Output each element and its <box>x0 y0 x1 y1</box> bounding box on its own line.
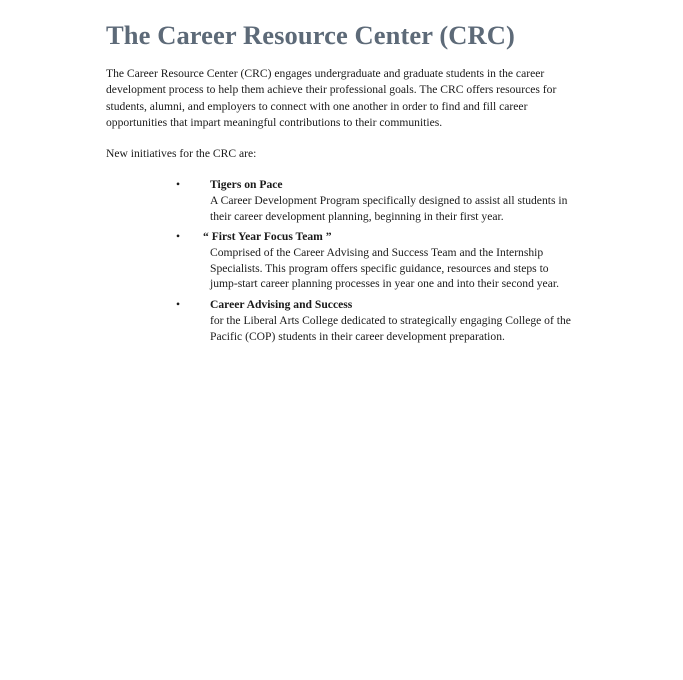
initiative-title: Career Advising and Success <box>210 298 353 311</box>
description-line: A Career Development Program specifically designed to assist all students in <box>210 193 568 207</box>
initiative-description <box>210 193 567 225</box>
intro-line: students, alumni, and employers to connect with one another in order to find and fill career <box>106 99 528 113</box>
bullet-icon: • <box>176 298 181 311</box>
initiatives-heading: New initiatives for the CRC are: <box>106 147 257 160</box>
intro-line: development process to help them achieve their professional goals. The CRC offers resources for <box>106 83 557 97</box>
initiative-description <box>210 245 559 292</box>
initiative-title: Tigers on Pace <box>210 178 283 191</box>
bullet-icon: • <box>176 230 181 243</box>
description-line: for the Liberal Arts College dedicated to strategically engaging College of the <box>210 313 571 327</box>
bullet-icon: • <box>176 178 181 191</box>
description-line: their career development planning, beginning in their first year. <box>210 209 504 223</box>
description-line: Specialists. This program offers specific guidance, resources and steps to <box>210 261 549 275</box>
description-line: jump-start career planning processes in year one and into their second year. <box>210 277 559 291</box>
intro-paragraph <box>106 66 566 131</box>
initiative-title: “ First Year Focus Team ” <box>203 230 332 243</box>
description-line: Comprised of the Career Advising and Success Team and the Internship <box>210 245 544 259</box>
description-line: Pacific (COP) students in their career development preparation. <box>210 329 505 343</box>
page-title: The Career Resource Center (CRC) <box>106 20 515 50</box>
initiative-description <box>210 313 571 345</box>
intro-line: opportunities that impart meaningful contributions to their communities. <box>106 115 443 129</box>
intro-line: The Career Resource Center (CRC) engages undergraduate and graduate students in the career <box>106 67 545 80</box>
